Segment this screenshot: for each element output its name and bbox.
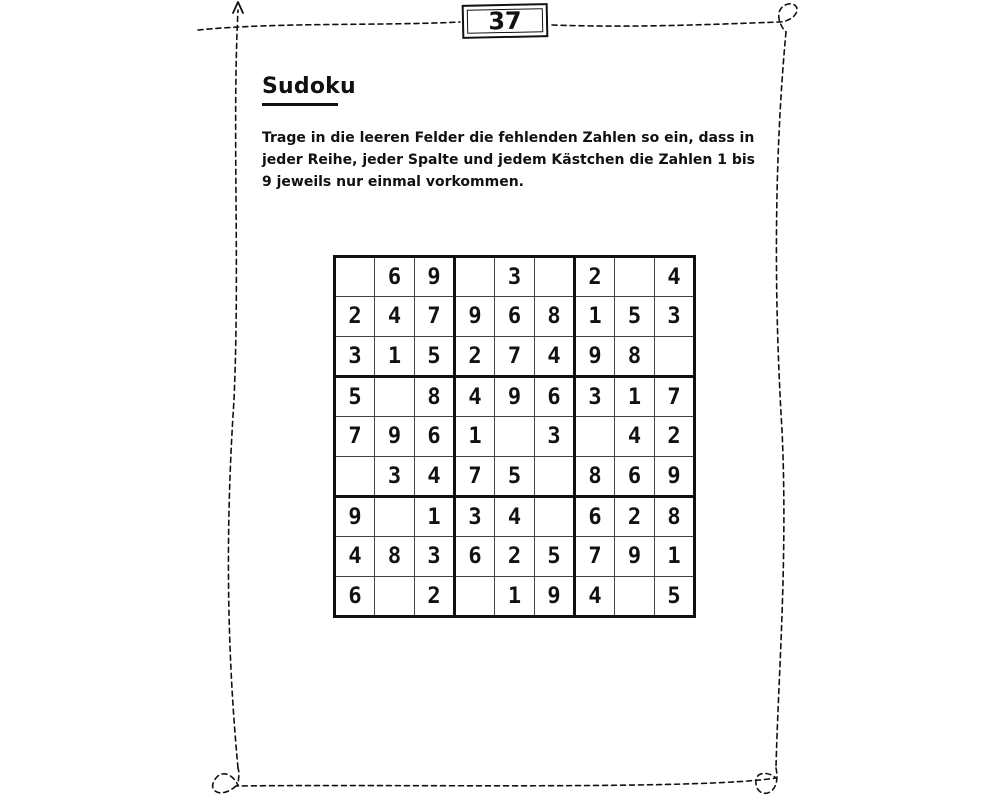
- sudoku-given-cell: 6: [455, 537, 495, 577]
- sudoku-given-cell: 4: [655, 257, 695, 297]
- sudoku-given-cell: 2: [455, 337, 495, 377]
- sudoku-given-cell: 3: [335, 337, 375, 377]
- sudoku-given-cell: 2: [655, 417, 695, 457]
- sudoku-given-cell: 2: [335, 297, 375, 337]
- sudoku-given-cell: 1: [615, 377, 655, 417]
- sudoku-empty-cell[interactable]: [535, 257, 575, 297]
- sudoku-given-cell: 4: [375, 297, 415, 337]
- sudoku-given-cell: 1: [415, 497, 455, 537]
- sudoku-given-cell: 2: [415, 577, 455, 617]
- sudoku-row: [335, 537, 695, 577]
- sudoku-given-cell: 4: [335, 537, 375, 577]
- sudoku-given-cell: 3: [575, 377, 615, 417]
- sudoku-given-cell: 5: [655, 577, 695, 617]
- instructions-text: Trage in die leeren Felder die fehlenden Zahlen so ein, dass in jeder Reihe, jeder Spalte und jedem Kästchen die Zahlen 1 bis 9 jeweils nur einmal vorkommen.: [262, 130, 756, 190]
- sudoku-given-cell: 6: [335, 577, 375, 617]
- sudoku-given-cell: 6: [535, 377, 575, 417]
- sudoku-given-cell: 9: [455, 297, 495, 337]
- sudoku-empty-cell[interactable]: [615, 257, 655, 297]
- sudoku-empty-cell[interactable]: [455, 577, 495, 617]
- sudoku-given-cell: 6: [575, 497, 615, 537]
- sudoku-empty-cell[interactable]: [375, 577, 415, 617]
- sudoku-given-cell: 3: [535, 417, 575, 457]
- sudoku-given-cell: 3: [375, 457, 415, 497]
- sudoku-given-cell: 8: [535, 297, 575, 337]
- sudoku-given-cell: 8: [615, 337, 655, 377]
- sudoku-given-cell: 4: [535, 337, 575, 377]
- sudoku-given-cell: 1: [655, 537, 695, 577]
- sudoku-given-cell: 1: [495, 577, 535, 617]
- sudoku-row: [335, 297, 695, 337]
- sudoku-given-cell: 3: [455, 497, 495, 537]
- title-underline: [262, 103, 338, 106]
- sudoku-given-cell: 2: [615, 497, 655, 537]
- sudoku-given-cell: 3: [495, 257, 535, 297]
- sudoku-given-cell: 5: [535, 537, 575, 577]
- sudoku-given-cell: 4: [455, 377, 495, 417]
- sudoku-empty-cell[interactable]: [535, 457, 575, 497]
- page-number-badge: [462, 3, 549, 39]
- sudoku-given-cell: 7: [415, 297, 455, 337]
- sudoku-given-cell: 7: [335, 417, 375, 457]
- sudoku-given-cell: 6: [415, 417, 455, 457]
- sudoku-row: [335, 257, 695, 297]
- sudoku-row: [335, 457, 695, 497]
- sudoku-given-cell: 5: [415, 337, 455, 377]
- sudoku-empty-cell[interactable]: [375, 497, 415, 537]
- sudoku-empty-cell[interactable]: [335, 257, 375, 297]
- page-number: 37: [488, 6, 522, 36]
- sudoku-given-cell: 4: [415, 457, 455, 497]
- sudoku-given-cell: 8: [415, 377, 455, 417]
- sudoku-row: [335, 377, 695, 417]
- sudoku-given-cell: 6: [495, 297, 535, 337]
- sudoku-empty-cell[interactable]: [455, 257, 495, 297]
- sudoku-given-cell: 9: [335, 497, 375, 537]
- sudoku-empty-cell[interactable]: [655, 337, 695, 377]
- sudoku-given-cell: 3: [415, 537, 455, 577]
- sudoku-given-cell: 4: [615, 417, 655, 457]
- sudoku-given-cell: 9: [655, 457, 695, 497]
- sudoku-row: [335, 417, 695, 457]
- sudoku-given-cell: 9: [495, 377, 535, 417]
- sudoku-given-cell: 7: [455, 457, 495, 497]
- sudoku-given-cell: 5: [495, 457, 535, 497]
- sudoku-given-cell: 8: [575, 457, 615, 497]
- sudoku-given-cell: 8: [655, 497, 695, 537]
- sudoku-given-cell: 6: [375, 257, 415, 297]
- sudoku-empty-cell[interactable]: [335, 457, 375, 497]
- sudoku-empty-cell[interactable]: [535, 497, 575, 537]
- sudoku-given-cell: 5: [335, 377, 375, 417]
- sudoku-empty-cell[interactable]: [575, 417, 615, 457]
- sudoku-row: [335, 577, 695, 617]
- sudoku-row: [335, 337, 695, 377]
- sudoku-given-cell: 9: [415, 257, 455, 297]
- sudoku-empty-cell[interactable]: [615, 577, 655, 617]
- sudoku-given-cell: 1: [575, 297, 615, 337]
- sudoku-row: [335, 497, 695, 537]
- sudoku-empty-cell[interactable]: [375, 377, 415, 417]
- sudoku-given-cell: 4: [575, 577, 615, 617]
- sudoku-given-cell: 5: [615, 297, 655, 337]
- sudoku-grid: [333, 255, 696, 618]
- sudoku-given-cell: 9: [535, 577, 575, 617]
- sudoku-given-cell: 4: [495, 497, 535, 537]
- sudoku-given-cell: 9: [615, 537, 655, 577]
- sudoku-empty-cell[interactable]: [495, 417, 535, 457]
- sudoku-given-cell: 6: [615, 457, 655, 497]
- sudoku-given-cell: 2: [495, 537, 535, 577]
- sudoku-given-cell: 9: [375, 417, 415, 457]
- sudoku-given-cell: 9: [575, 337, 615, 377]
- sudoku-given-cell: 7: [575, 537, 615, 577]
- sudoku-given-cell: 8: [375, 537, 415, 577]
- sudoku-given-cell: 7: [655, 377, 695, 417]
- sudoku-given-cell: 1: [455, 417, 495, 457]
- sudoku-given-cell: 3: [655, 297, 695, 337]
- sudoku-given-cell: 7: [495, 337, 535, 377]
- sudoku-given-cell: 1: [375, 337, 415, 377]
- page-title: Sudoku: [262, 74, 356, 99]
- sudoku-given-cell: 2: [575, 257, 615, 297]
